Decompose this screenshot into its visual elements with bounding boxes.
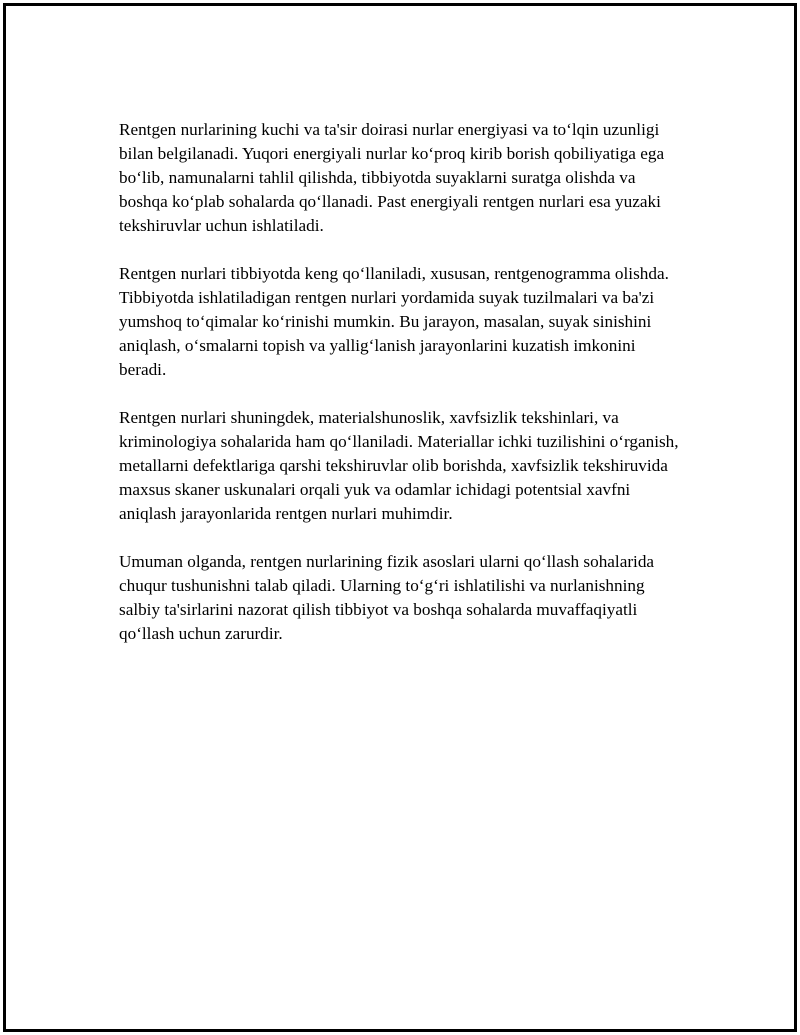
paragraph-1: Rentgen nurlarining kuchi va ta'sir doirasi nurlar energiyasi va to‘lqin uzunligi bilan belgilanadi. Yuqori energiyali nurlar ko‘proq kirib borish qobiliyatiga ega bo‘lib, namunalarni tahlil qilishda, tibbiyotda suyaklarni suratga olishda va boshqa ko‘plab sohalarda qo‘llanadi. Past energiyali rentgen nurlari esa yuzaki tekshiruvlar uchun ishlatiladi. xyxy=(119,120,665,235)
paragraph-4: Umuman olganda, rentgen nurlarining fizik asoslari ularni qo‘llash sohalarida chuqur tushunishni talab qiladi. Ularning to‘g‘ri ishlatilishi va nurlanishning salbiy ta'sirlarini nazorat qilish tibbiyot va boshqa sohalarda muvaffaqiyatli qo‘llash uchun zarurdir. xyxy=(119,552,655,643)
paragraph-2: Rentgen nurlari tibbiyotda keng qo‘llaniladi, xususan, rentgenogramma olishda. Tibbiyotda ishlatiladigan rentgen nurlari yordamida suyak tuzilmalari va ba'zi yumshoq to‘qimalar ko‘rinishi mumkin. Bu jarayon, masalan, suyak sinishini aniqlash, o‘smalarni topish va yallig‘lanish jarayonlarini kuzatish imkonini beradi. xyxy=(119,264,669,379)
paragraph-3: Rentgen nurlari shuningdek, materialshunoslik, xavfsizlik tekshinlari, va kriminologiya sohalarida ham qo‘llaniladi. Materiallar ichki tuzilishini o‘rganish, metallarni defektlariga qarshi tekshiruvlar olib borishda, xavfsizlik tekshiruvida maxsus skaner uskunalari orqali yuk va odamlar ichidagi potentsial xavfni aniqlash jarayonlarida rentgen nurlari muhimdir. xyxy=(119,408,679,523)
document-body xyxy=(119,118,679,670)
